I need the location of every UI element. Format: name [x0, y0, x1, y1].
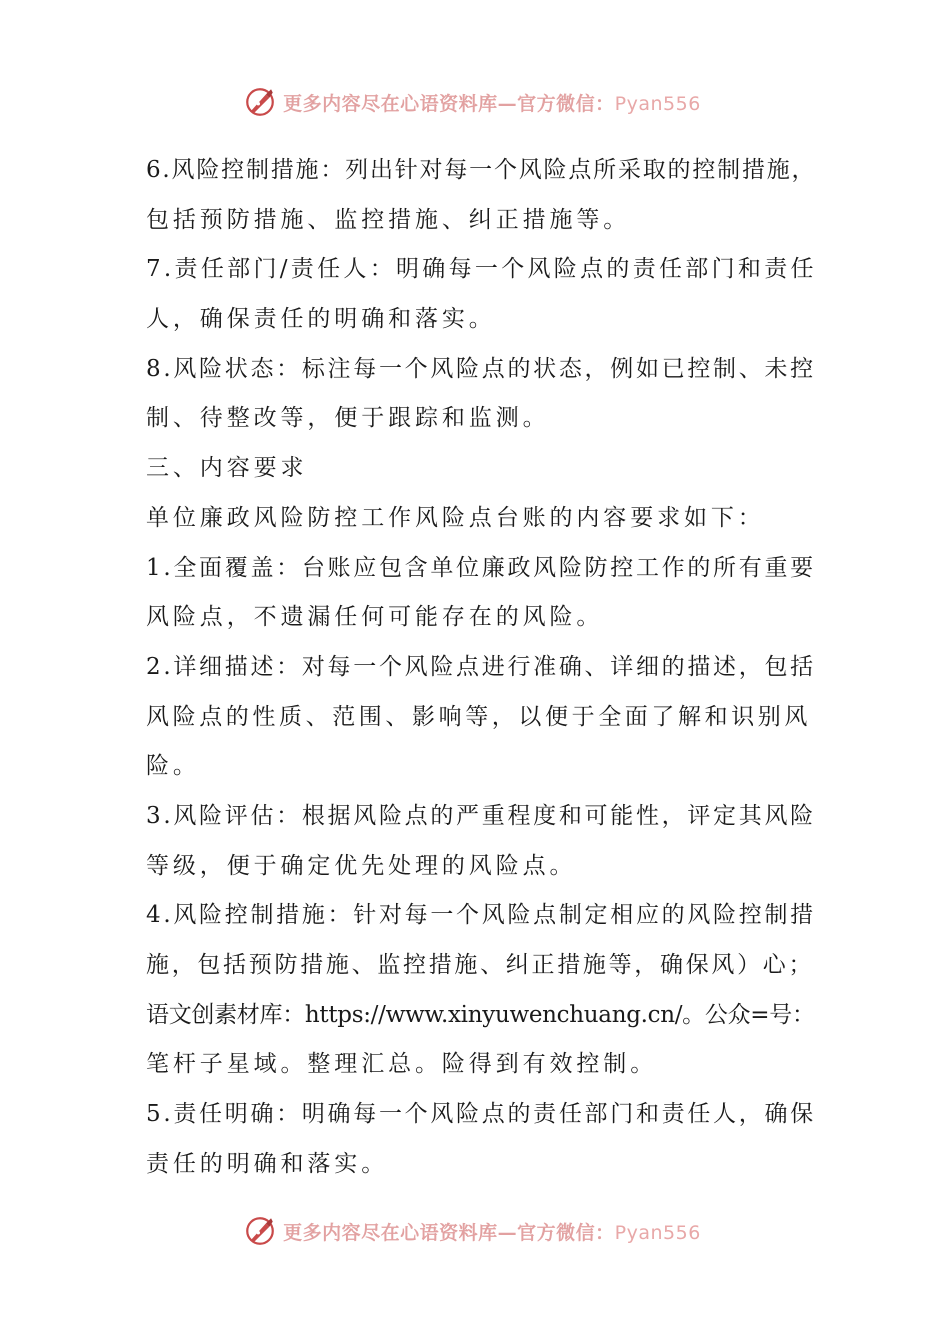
text-line: 风险点，不遗漏任何可能存在的风险。: [146, 604, 604, 631]
footer-banner: [0, 1211, 950, 1251]
document-body: [146, 146, 818, 1189]
text-line: 三、内容要求: [146, 455, 308, 482]
pen-nib-icon: [243, 85, 277, 119]
text-line: 7.责任部门/责任人：明确每一个风险点的责任部门和责任: [146, 256, 817, 283]
text-line: 语文创素材库：https://www.xinyuwenchuang.cn/。公众=号：: [146, 1001, 815, 1028]
text-line: 8.风险状态：标注每一个风险点的状态，例如已控制、未控: [146, 355, 816, 382]
text-line: 1.全面覆盖：台账应包含单位廉政风险防控工作的所有重要: [146, 554, 816, 581]
text-line: 2.详细描述：对每一个风险点进行准确、详细的描述，包括: [146, 653, 816, 680]
text-line: 施，包括预防措施、监控措施、纠正措施等，确保风）心；: [146, 952, 815, 978]
banner-text: 更多内容尽在心语资料库—官方微信：Pyan556: [283, 92, 701, 115]
text-line: 笔杆子星域。整理汇总。险得到有效控制。: [146, 1051, 658, 1078]
wechat-id: Pyan556: [614, 92, 701, 115]
pen-nib-icon: [243, 1214, 277, 1248]
text-line: 包括预防措施、监控措施、纠正措施等。: [146, 206, 631, 233]
header-banner: [0, 82, 950, 122]
text-line: 单位廉政风险防控工作风险点台账的内容要求如下：: [146, 504, 765, 531]
text-line: 4.风险控制措施：针对每一个风险点制定相应的风险控制措: [146, 902, 816, 929]
banner-text: 更多内容尽在心语资料库—官方微信：Pyan556: [283, 1221, 701, 1244]
text-line: 3.风险评估：根据风险点的严重程度和可能性，评定其风险: [146, 802, 816, 829]
text-line: 责任的明确和落实。: [146, 1150, 389, 1177]
text-line: 险。: [146, 753, 200, 780]
wechat-id: Pyan556: [614, 1221, 701, 1244]
text-line: 6.风险控制措施：列出针对每一个风险点所采取的控制措施，: [146, 157, 817, 183]
text-line: 制、待整改等，便于跟踪和监测。: [146, 405, 550, 432]
text-line: 5.责任明确：明确每一个风险点的责任部门和责任人，确保: [146, 1101, 816, 1128]
text-line: 风险点的性质、范围、影响等，以便于全面了解和识别风: [146, 703, 811, 730]
text-line: 等级，便于确定优先处理的风险点。: [146, 852, 577, 879]
text-line: 人，确保责任的明确和落实。: [146, 306, 496, 333]
